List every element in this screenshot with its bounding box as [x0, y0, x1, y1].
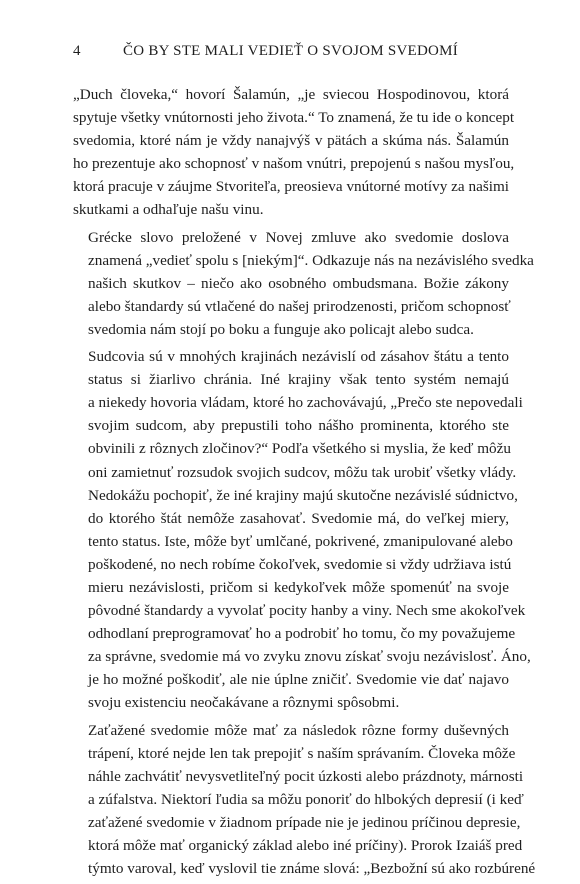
text-line: je ho možné poškodiť, ale nie úplne zničiť. Svedomie vie dať najavo — [88, 671, 509, 689]
text-line: ho prezentuje ako schopnosť v našom vnútri, prepojenú s našou mysľou, — [73, 155, 515, 173]
text-line: mieru nezávislosti, pričom si kedykoľvek môže spomenúť na svoje — [88, 578, 509, 596]
page-body — [73, 83, 536, 884]
text-line: alebo štandardy sú vtlačené do našej prirodzenosti, pričom schopnosť — [88, 297, 511, 315]
text-line: trápení, ktoré nejde len tak prepojiť s naším správaním. Človeka môže — [88, 744, 516, 762]
text-line: do ktorého štát nemôže zasahovať. Svedomie má, do veľkej miery, — [88, 509, 509, 527]
text-line: ktorá môže mať organický základ alebo iné príčiny). Prorok Izaiáš pred — [88, 837, 523, 854]
text-line: znamená „vedieť spolu s [niekým]“. Odkazuje nás na nezávislého svedka — [88, 251, 534, 269]
text-line: Nedokážu pochopiť, že iné krajiny majú skutočne nezávislé súdnictvo, — [88, 486, 518, 504]
text-line: a niekedy hovoria vládam, ktoré ho zachovávajú, „Prečo ste nepovedali — [88, 394, 523, 412]
running-title: ČO BY STE MALI VEDIEŤ O SVOJOM SVEDOMÍ — [123, 43, 458, 59]
text-line: obvinili z rôznych zločinov?“ Podľa všetkého si myslia, že keď môžu — [88, 440, 511, 458]
text-line: svedomia, ktoré nám je vždy nanajvýš v pätách a skúma nás. Šalamún — [73, 132, 509, 150]
text-line: poškodené, no nech robíme čokoľvek, svedomie si vždy udržiava istú — [88, 555, 512, 573]
text-line: svedomia nám stojí po boku a funguje ako policajt alebo sudca. — [88, 320, 474, 338]
paragraph-4 — [73, 719, 536, 881]
text-line: oni zamietnuť rozsudok svojich sudcov, môžu tak urobiť všetky vlády. — [88, 463, 517, 481]
text-line: Grécke slovo preložené v Novej zmluve ako svedomie doslova — [88, 228, 509, 246]
text-line: Sudcovia sú v mnohých krajinách nezávislí od zásahov štátu a tento — [88, 348, 509, 366]
text-line: svojim sudcom, aby prepustili toho nášho prominenta, ktorého ste — [88, 417, 509, 435]
text-line: status si žiarlivo chránia. Iné krajiny však tento systém nemajú — [88, 371, 509, 389]
text-line: našich skutkov – niečo ako osobného ombudsmana. Božie zákony — [88, 274, 509, 292]
text-line: skutkami a odhaľuje našu vinu. — [73, 201, 264, 219]
text-line: spytuje všetky vnútornosti jeho života.“ To znamená, že tu ide o koncept — [73, 109, 515, 127]
paragraph-1 — [73, 83, 515, 222]
text-line: pôvodné štandardy a vyvolať pocity hanby a viny. Nech sme akokoľvek — [88, 602, 526, 620]
page-number: 4 — [73, 43, 81, 59]
text-line: tento status. Iste, môže byť umlčané, pokrivené, zmanipulované alebo — [88, 532, 513, 550]
paragraph-3 — [73, 345, 531, 715]
text-line: svoju existenciu neočakávane a rôznymi spôsobmi. — [88, 694, 400, 712]
text-line: za správne, svedomie má vo zvyku znovu získať svoju nezávislosť. Áno, — [88, 648, 531, 666]
text-line: náhle zachvátiť nevysvetliteľný pocit úzkosti alebo prázdnoty, márnosti — [88, 767, 524, 785]
text-line: a zúfalstva. Niektorí ľudia sa môžu ponoriť do hlbokých depresií (i keď — [88, 790, 524, 808]
text-line: odhodlaní preprogramovať ho a podrobiť ho tomu, čo my považujeme — [88, 625, 516, 643]
text-line: zaťažené svedomie v žiadnom prípade nie je jedinou príčinou depresie, — [88, 813, 521, 831]
paragraph-2 — [73, 226, 534, 341]
text-line: týmto varoval, keď vyslovil tie známe slová: „Bezbožní sú ako rozbúrené — [88, 860, 536, 878]
text-line: ktorá pracuje v záujme Stvoriteľa, preosieva vnútorné motívy za našimi — [73, 178, 509, 196]
page-header — [73, 43, 508, 63]
text-line: Zaťažené svedomie môže mať za následok rôzne formy duševných — [88, 721, 509, 739]
text-line: „Duch človeka,“ hovorí Šalamún, „je sviecou Hospodinovou, ktorá — [73, 86, 509, 103]
